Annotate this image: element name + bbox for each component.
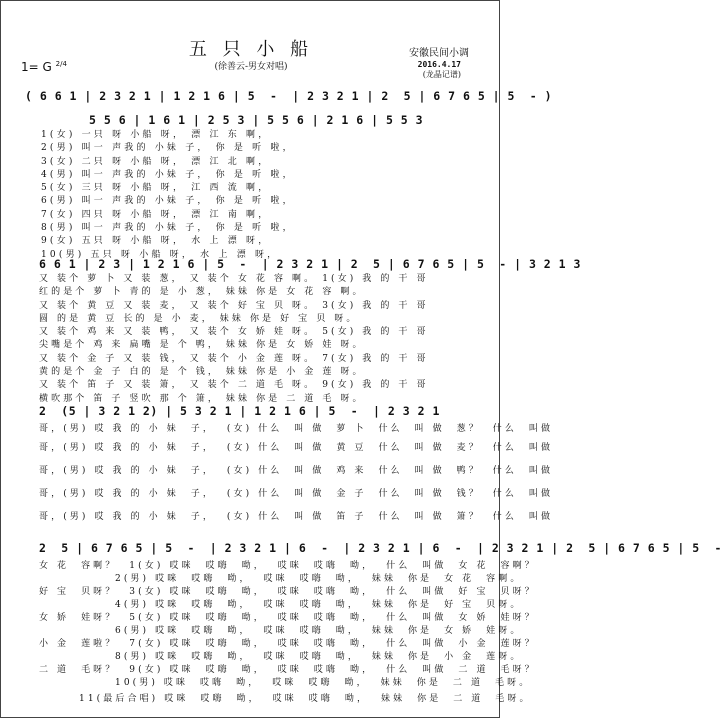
lyric-line: 黄的是个 金 子 白的 是 个 钱， 妹妹 你是 小 金 莲 呀。 [39, 367, 365, 378]
lyric-line: 又 装个 鸡 来 又 装 鸭， 又 装个 女 娇 娃 呀。 5(女) 我 的 干 哥 [39, 327, 429, 338]
lyric-line: 5(女) 三只 呀 小船 呀， 江 西 流 啊， [41, 183, 271, 194]
lyric-line: 女 娇 娃呀？ 5(女) 哎咪 哎嗨 呦， 哎咪 哎嗨 呦， 什么 叫做 女 娇 娃呀？ [39, 613, 537, 623]
song-subtitle: (徐善云-男女对唱) [214, 62, 288, 72]
lyric-line: 尖嘴是个 鸡 来 扁嘴 是 个 鸭， 妹妹 你是 女 娇 娃 呀。 [39, 340, 365, 351]
lyric-line: 哥，(男) 哎 我 的 小 妹 子， (女) 什么 叫 做 鸡 来 什么 叫 做 鸭？ 什么 叫做 [39, 466, 554, 476]
lyric-line: 2(男) 哎咪 哎嗨 呦， 哎咪 哎嗨 呦， 妹妹 你是 女 花 容啊。 [115, 574, 523, 584]
lyric-line: 女 花 容啊？ 1(女) 哎咪 哎嗨 呦， 哎咪 哎嗨 呦， 什么 叫做 女 花 容啊？ [39, 561, 537, 571]
lyric-line: 10(男) 五只 呀 小船 呀， 水 上 漂 呀， [41, 249, 280, 260]
lyric-line: 4(男) 哎咪 哎嗨 呦， 哎咪 哎嗨 呦， 妹妹 你是 好 宝 贝呀。 [115, 600, 523, 610]
lyric-line: 小 金 莲啦？ 7(女) 哎咪 哎嗨 呦， 哎咪 哎嗨 呦， 什么 叫做 小 金 莲呀？ [39, 639, 537, 649]
lyric-line: 4(男) 叫一 声我的 小妹 子， 你 是 听 啦， [41, 169, 295, 180]
verse-block-2 [39, 273, 429, 406]
time-signature: 2/4 [55, 60, 67, 68]
lyric-line: 2(男) 叫一 声我的 小妹 子， 你 是 听 啦， [41, 143, 295, 154]
lyric-line: 哥，(男) 哎 我 的 小 妹 子， (女) 什么 叫 做 萝 卜 什么 叫 做 葱？ 什么 叫做 [39, 424, 554, 434]
lyric-line: 又 装个 黄 豆 又 装 麦， 又 装个 好 宝 贝 呀。 3(女) 我 的 干 哥 [39, 300, 429, 311]
lyric-line: 又 装个 笛 子 又 装 箫， 又 装个 二 道 毛 呀。 9(女) 我 的 干 哥 [39, 380, 429, 391]
lyric-line: 又 装个 金 子 又 装 钱， 又 装个 小 金 莲 呀。 7(女) 我 的 干 哥 [39, 353, 429, 364]
melody-line-1: 5 5 6 | 1 6 1 | 2 5 3 | 5 5 6 | 2 1 6 | 5 5 3 [89, 113, 424, 127]
melody-line-3: 2 (5 | 3 2 1 2) | 5 3 2 1 | 1 2 1 6 | 5 - | 2 3 2 1 [39, 404, 440, 418]
lyric-line: 哥，(男) 哎 我 的 小 妹 子， (女) 什么 叫 做 金 子 什么 叫 做 钱？ 什么 叫做 [39, 489, 554, 499]
melody-line-4: 2 5 | 6 7 6 5 | 5 - | 2 3 2 1 | 6 - | 2 3 2 1 | 6 - | 2 3 2 1 | 2 5 | 6 7 6 5 | 5 - [39, 541, 722, 555]
song-title: 五 只 小 船 [188, 39, 314, 60]
lyric-line: 哥，(男) 哎 我 的 小 妹 子， (女) 什么 叫 做 笛 子 什么 叫 做 箫？ 什么 叫做 [39, 512, 554, 522]
lyric-line: 二 道 毛呀？ 9(女) 哎咪 哎嗨 呦， 哎咪 哎嗨 呦， 什么 叫做 二 道 毛呀？ [39, 665, 537, 675]
lyric-line: 哥，(男) 哎 我 的 小 妹 子， (女) 什么 叫 做 黄 豆 什么 叫 做 麦？ 什么 叫做 [39, 443, 554, 453]
lyric-line: 3(女) 二只 呀 小船 呀， 漂 江 北 啊， [41, 156, 271, 167]
lyric-line: 8(男) 叫一 声我的 小妹 子， 你 是 听 啦， [41, 223, 295, 234]
lyric-line: 圆 的是 黄 豆 长的 是 小 麦， 妹妹 你是 好 宝 贝 呀。 [39, 313, 359, 324]
song-origin: 安徽民间小调 [409, 48, 469, 59]
lyric-line: 9(女) 五只 呀 小船 呀， 水 上 漂 呀， [41, 236, 271, 247]
lyric-line: 1(女) 一只 呀 小船 呀， 漂 江 东 啊， [41, 130, 271, 140]
lyric-line: 好 宝 贝呀？ 3(女) 哎咪 哎嗨 呦， 哎咪 哎嗨 呦， 什么 叫做 好 宝 贝呀？ [39, 587, 537, 597]
lyric-line: 11(最后合唱) 哎咪 哎嗨 呦， 哎咪 哎嗨 呦， 妹妹 你是 二 道 毛呀。 [79, 694, 532, 704]
lyric-line: 红的是个 萝 卜 青的 是 小 葱， 妹妹 你是 女 花 容 啊。 [39, 287, 365, 298]
lyric-line: 10(男) 哎咪 哎嗨 呦， 哎咪 哎嗨 呦， 妹妹 你是 二 道 毛呀。 [115, 678, 532, 688]
transcriber: (龙晶记谱) [422, 70, 461, 79]
verse-block-1 [41, 129, 295, 262]
intro-notation: ( 6 6 1 | 2 3 2 1 | 1 2 1 6 | 5 - | 2 3 2 1 | 2 5 | 6 7 6 5 | 5 - ) [25, 89, 553, 103]
key-signature: 1= G $^{2/4}$ [21, 60, 67, 74]
melody-line-2: 6 6 1 | 2 3 | 1 2 1 6 | 5 - | 2 3 2 1 | 2 5 | 6 7 6 5 | 5 - | 3 2 1 3 [39, 257, 581, 271]
lyric-line: 8(男) 哎咪 哎嗨 呦， 哎咪 哎嗨 呦， 妹妹 你是 小 金 莲呀。 [115, 652, 523, 662]
transcription-date: 2016.4.17 [417, 60, 461, 69]
lyric-line: 6(男) 哎咪 哎嗨 呦， 哎咪 哎嗨 呦， 妹妹 你是 女 娇 娃呀。 [115, 626, 523, 636]
lyric-line: 横吹那个 笛 子 竖吹 那 个 箫， 妹妹 你是 二 道 毛 呀。 [39, 393, 365, 404]
lyric-line: 又 装个 萝 卜 又 装 葱， 又 装个 女 花 容 啊。 1(女) 我 的 干 哥 [39, 274, 429, 284]
lyric-line: 6(男) 叫一 声我的 小妹 子， 你 是 听 啦， [41, 196, 295, 207]
lyric-line: 7(女) 四只 呀 小船 呀， 漂 江 南 啊， [41, 209, 271, 220]
